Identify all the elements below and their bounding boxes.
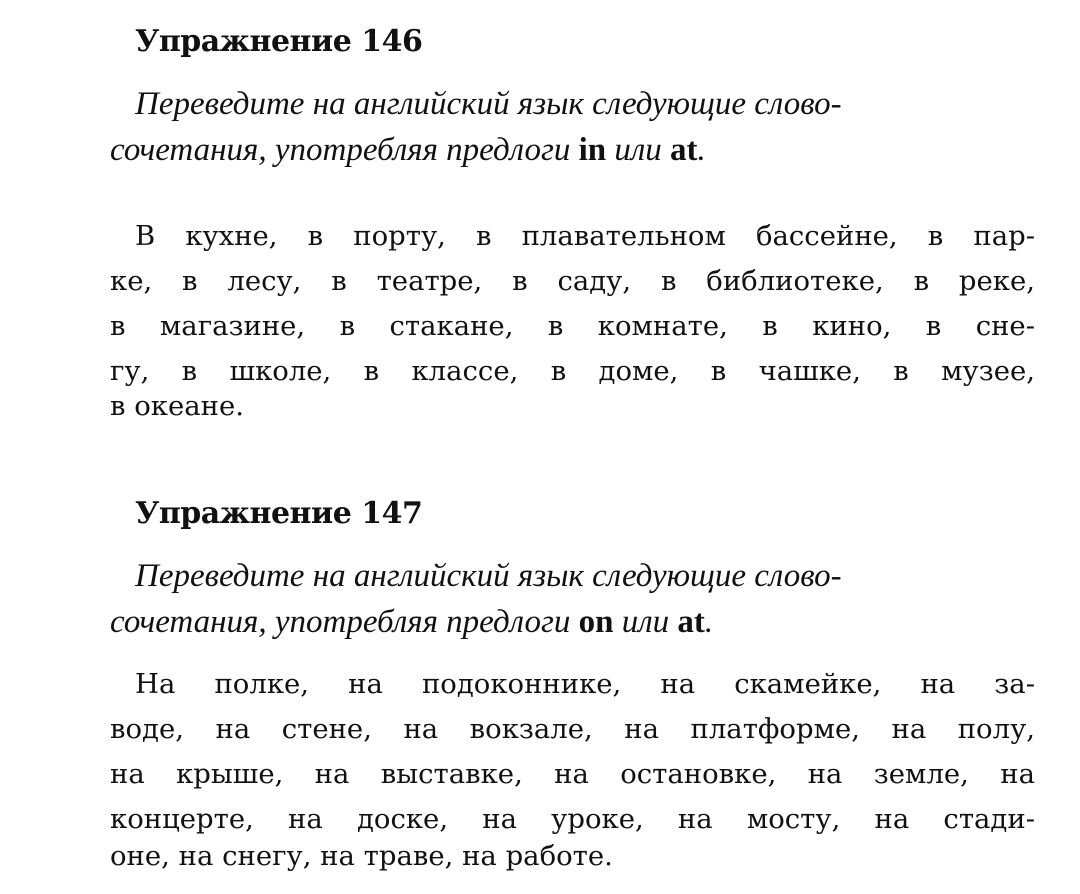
instruction-line-2 (110, 132, 706, 169)
instruction-connector: или (606, 132, 671, 168)
instruction-line-2 (110, 604, 713, 641)
instruction-text: сочетания, употребляя предлоги (110, 604, 579, 640)
instruction-line-1: Переведите на английский язык следующие слово- (135, 86, 842, 122)
phrase-line: На полке, на подоконнике, на скамейке, на за- (135, 668, 1035, 700)
phrase-line: оне, на снегу, на траве, на работе. (110, 840, 613, 872)
instruction-end: . (704, 604, 714, 640)
phrase-line: в океане. (110, 390, 244, 422)
instruction-connector: или (613, 604, 678, 640)
phrase-line: воде, на стене, на вокзале, на платформе, на полу, (110, 713, 1035, 745)
exercise-title: Упражнение 146 (135, 24, 423, 59)
phrase-line: концерте, на доске, на уроке, на мосту, на стади- (110, 803, 1035, 835)
phrase-line: на крыше, на выставке, на остановке, на земле, на (110, 758, 1035, 790)
preposition-at: at (670, 132, 698, 168)
instruction-line-1: Переведите на английский язык следующие слово- (135, 558, 842, 594)
preposition-in: in (578, 132, 607, 168)
phrase-line: гу, в школе, в классе, в доме, в чашке, в музее, (110, 355, 1035, 387)
phrase-line: ке, в лесу, в театре, в саду, в библиотеке, в реке, (110, 265, 1035, 297)
phrase-line: В кухне, в порту, в плавательном бассейне, в пар- (135, 220, 1035, 252)
preposition-at: at (677, 604, 705, 640)
preposition-on: on (578, 604, 614, 640)
instruction-text: сочетания, употребляя предлоги (110, 132, 579, 168)
instruction-end: . (697, 132, 706, 168)
exercise-title: Упражнение 147 (135, 496, 423, 531)
phrase-line: в магазине, в стакане, в комнате, в кино, в сне- (110, 310, 1035, 342)
